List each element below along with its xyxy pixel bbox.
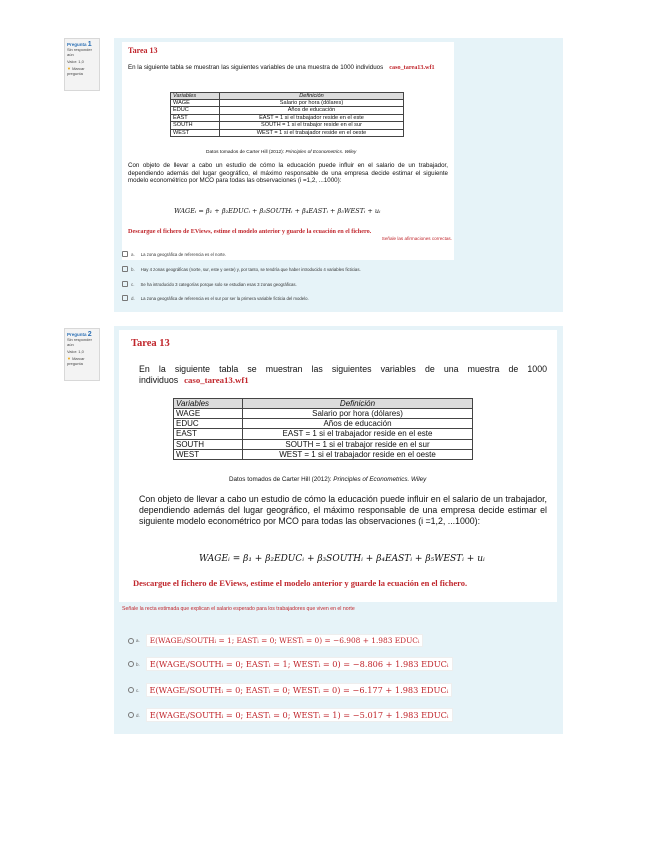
- question-1-points: Valor: 1,0: [67, 59, 84, 64]
- question-2-content: [119, 330, 557, 602]
- table-row: [171, 107, 404, 114]
- table-cell: SOUTH = 1 si el trabajor reside en el sur: [243, 439, 473, 449]
- table-cell: WEST = 1 si el trabajador reside en el oeste: [220, 129, 404, 136]
- option-a[interactable]: a. E(WAGEᵢ/SOUTHᵢ = 1; EASTᵢ = 0; WESTᵢ = 0) = −6.908 + 1.983 EDUCᵢ: [128, 634, 423, 647]
- table-cell: WAGE: [174, 409, 243, 419]
- option-d[interactable]: d. E(WAGEᵢ/SOUTHᵢ = 0; EASTᵢ = 0; WESTᵢ = 1) = −5.017 + 1.983 EDUCᵢ: [128, 708, 453, 722]
- variables-table-1: [170, 92, 404, 137]
- option-c[interactable]: c. Se ha introducido 3 categorías porque solo se estudian esas 3 zonas geográficas.: [122, 281, 297, 287]
- table-cell: Salario por hora (dólares): [220, 100, 404, 107]
- question-2-points: Valor: 1,0: [67, 349, 84, 354]
- table-cell: WEST: [174, 449, 243, 459]
- data-source: Datos tomados de Carter Hill (2012): Principles of Econometrics. Wiley: [206, 150, 357, 155]
- question-2-number: Pregunta 2: [67, 331, 92, 338]
- question-1-instruction: Descargue el fichero de EViews, estime el modelo anterior y guarde la ecuación en el fichero.: [128, 228, 372, 235]
- question-1-info: [64, 38, 100, 91]
- option-c[interactable]: c. E(WAGEᵢ/SOUTHᵢ = 0; EASTᵢ = 0; WESTᵢ = 0) = −6.177 + 1.983 EDUCᵢ: [128, 683, 452, 697]
- option-b[interactable]: b. Hay 4 zonas geográficas (norte, sur, este y oeste) y, por tanto, se tendría que haber introducido 4 variables ficticias.: [122, 266, 361, 272]
- table-row: [171, 122, 404, 129]
- flag-icon: ▼: [67, 356, 71, 361]
- model-formula: WAGEᵢ = β₁ + β₂EDUCᵢ + β₃SOUTHᵢ + β₄EASTᵢ + β₅WESTᵢ + uᵢ: [199, 554, 485, 564]
- option-a[interactable]: a. La zona geográfica de referencia es el norte.: [122, 251, 226, 257]
- data-source: Datos tomados de Carter Hill (2012): Principles of Econometrics. Wiley: [229, 476, 427, 483]
- table-row: [174, 409, 473, 419]
- table-row: [174, 449, 473, 459]
- option-a-radio[interactable]: [128, 638, 134, 644]
- table-cell: EAST = 1 si el trabajador reside en el este: [243, 429, 473, 439]
- table-cell: Años de educación: [243, 419, 473, 429]
- table-row: [174, 429, 473, 439]
- option-a-checkbox[interactable]: [122, 251, 128, 257]
- table-cell: SOUTH = 1 si el trabajor reside en el sur: [220, 122, 404, 129]
- question-2-info: [64, 328, 100, 381]
- option-b-equation: E(WAGEᵢ/SOUTHᵢ = 0; EASTᵢ = 1; WESTᵢ = 0) = −8.806 + 1.983 EDUCᵢ: [146, 657, 453, 671]
- table-cell: WAGE: [171, 100, 220, 107]
- question-1-content: [122, 42, 454, 260]
- question-1-number: Pregunta 1: [67, 41, 92, 48]
- question-1-panel: [114, 38, 563, 312]
- question-2-description: Con objeto de llevar a cabo un estudio de cómo la educación puede influir en el salario de un trabajador, dependiendo además del lugar geográfico, el máximo responsable de una empresa decide estimar el siguiente modelo econométrico por MCO para todas las observaciones (i =1,2, ...1000):: [139, 494, 547, 526]
- question-1-description: Con objeto de llevar a cabo un estudio de cómo la educación puede influir en el salario de un trabajador, dependiendo además del lugar geográfico, el máximo responsable de una empresa decide estimar el siguiente modelo econométrico por MCO para todas las observaciones (i =1,2, ...1000):: [128, 162, 448, 184]
- question-1-intro: En la siguiente tabla se muestran las siguientes variables de una muestra de 1000 individuos caso_tarea13.wf1: [128, 64, 435, 71]
- option-d-radio[interactable]: [128, 712, 134, 718]
- question-1-title: Tarea 13: [128, 46, 158, 55]
- variables-table-2: [173, 398, 473, 460]
- table-row: [171, 114, 404, 121]
- table-row: [171, 129, 404, 136]
- question-2-title: Tarea 13: [131, 338, 170, 349]
- table-cell: EDUC: [171, 107, 220, 114]
- table-cell: EAST: [171, 114, 220, 121]
- option-b-checkbox[interactable]: [122, 266, 128, 272]
- option-c-checkbox[interactable]: [122, 281, 128, 287]
- table-row: [174, 419, 473, 429]
- table-header-row: [174, 399, 473, 409]
- table-header: Variables: [171, 93, 220, 100]
- option-d[interactable]: d. La zona geográfica de referencia es el sur por ser la primera variable ficticia del modelo.: [122, 295, 309, 301]
- flag-icon: ▼: [67, 66, 71, 71]
- table-cell: WEST: [171, 129, 220, 136]
- model-formula: WAGEᵢ = β₁ + β₂EDUCᵢ + β₃SOUTHᵢ + β₄EASTᵢ + β₅WESTᵢ + uᵢ: [174, 207, 381, 215]
- table-cell: SOUTH: [171, 122, 220, 129]
- flag-question-1[interactable]: ▼ Marcar pregunta: [67, 66, 85, 76]
- table-cell: EAST = 1 si el trabajador reside en el este: [220, 114, 404, 121]
- table-cell: EAST: [174, 429, 243, 439]
- table-cell: EDUC: [174, 419, 243, 429]
- option-d-checkbox[interactable]: [122, 295, 128, 301]
- question-2-prompt: Señale la recta estimada que explican el salario esperado para los trabajadores que viven en el norte: [122, 606, 355, 612]
- file-link[interactable]: caso_tarea13.wf1: [184, 375, 249, 385]
- table-row: [171, 100, 404, 107]
- option-b[interactable]: b. E(WAGEᵢ/SOUTHᵢ = 0; EASTᵢ = 1; WESTᵢ = 0) = −8.806 + 1.983 EDUCᵢ: [128, 657, 453, 671]
- question-1-prompt: Señale las afirmaciones correctas.: [381, 236, 452, 241]
- table-cell: Salario por hora (dólares): [243, 409, 473, 419]
- table-row: [174, 439, 473, 449]
- question-1-status: Sin responder aún: [67, 47, 92, 57]
- option-c-equation: E(WAGEᵢ/SOUTHᵢ = 0; EASTᵢ = 0; WESTᵢ = 0) = −6.177 + 1.983 EDUCᵢ: [146, 683, 453, 697]
- option-b-radio[interactable]: [128, 661, 134, 667]
- question-2-intro: En la siguiente tabla se muestran las siguientes variables de una muestra de 1000 individuos caso_tarea13.wf1: [139, 364, 547, 385]
- table-cell: Años de educación: [220, 107, 404, 114]
- table-header: Definición: [220, 93, 404, 100]
- option-c-radio[interactable]: [128, 687, 134, 693]
- question-2-status: Sin responder aún: [67, 337, 92, 347]
- table-header: Definición: [243, 399, 473, 409]
- question-2-panel: [114, 326, 563, 734]
- question-2-instruction: Descargue el fichero de EViews, estime el modelo anterior y guarde la ecuación en el fichero.: [133, 578, 468, 588]
- table-cell: WEST = 1 si el trabajador reside en el oeste: [243, 449, 473, 459]
- table-header: Variables: [174, 399, 243, 409]
- table-header-row: [171, 93, 404, 100]
- option-d-equation: E(WAGEᵢ/SOUTHᵢ = 0; EASTᵢ = 0; WESTᵢ = 1) = −5.017 + 1.983 EDUCᵢ: [146, 708, 453, 722]
- table-cell: SOUTH: [174, 439, 243, 449]
- file-link[interactable]: caso_tarea13.wf1: [389, 64, 435, 71]
- flag-question-2[interactable]: ▼ Marcar pregunta: [67, 356, 85, 366]
- option-a-equation: E(WAGEᵢ/SOUTHᵢ = 1; EASTᵢ = 0; WESTᵢ = 0) = −6.908 + 1.983 EDUCᵢ: [146, 634, 424, 647]
